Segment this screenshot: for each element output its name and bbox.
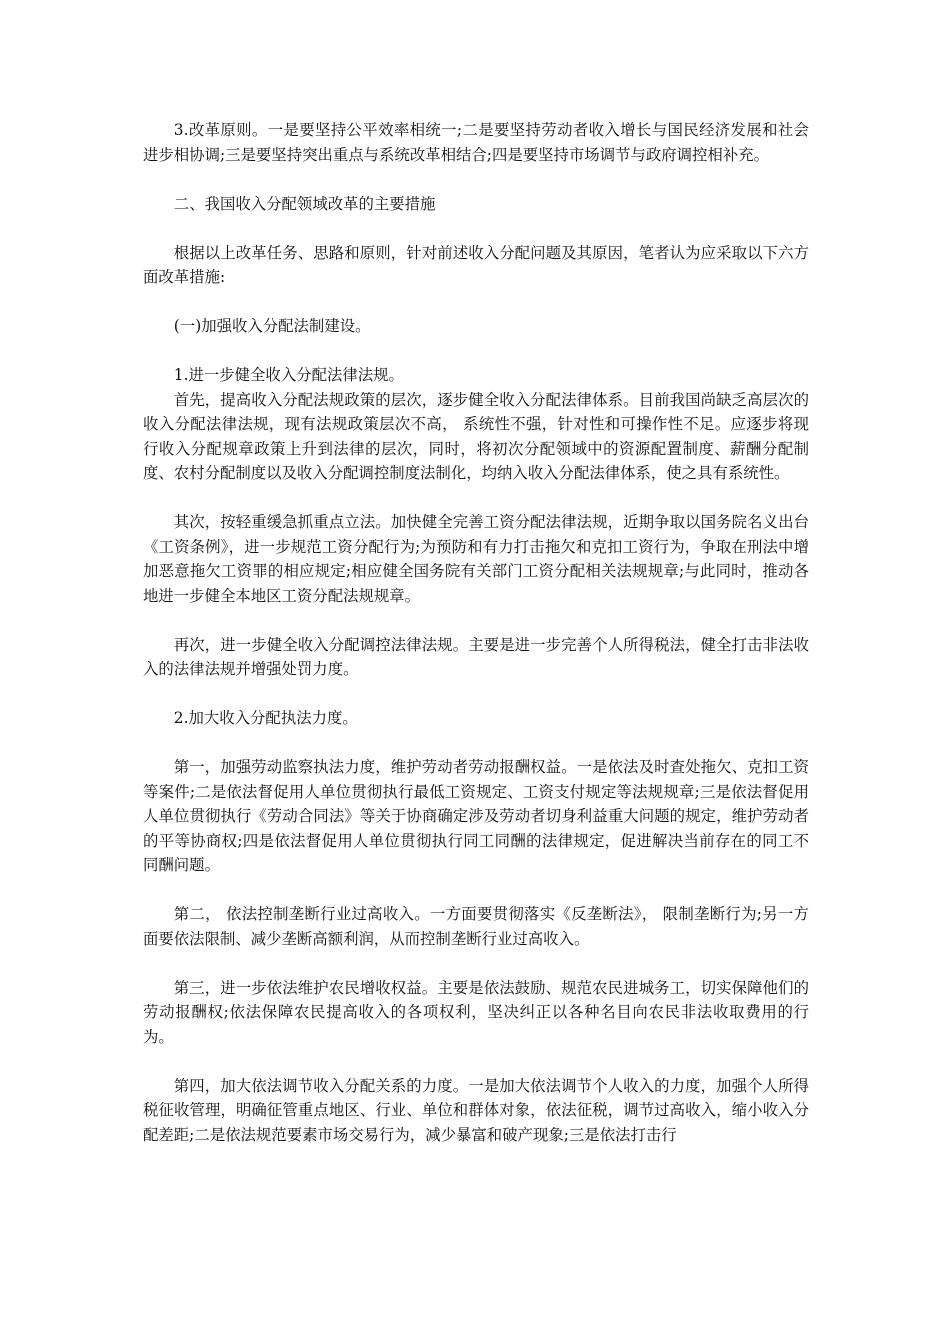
paragraph-reform-principles: 3.改革原则。一是要坚持公平效率相统一;二是要坚持劳动者收入增长与国民经济发展和社会进步相协调;三是要坚持突出重点与系统改革相结合;四是要坚持市场调节与政府调控相补充。 [143,121,809,164]
subheading-improve-laws: 1.进一步健全收入分配法律法规。 [173,366,404,384]
section-heading-main-measures: 二、我国收入分配领域改革的主要措施 [173,194,436,213]
paragraph-thirdly: 再次，进一步健全收入分配调控法律法规。主要是进一步完善个人所得税法，健全打击非法收入的法律法规并增强处罚力度。 [143,635,809,678]
paragraph-point-one: 第一，加强劳动监察执法力度，维护劳动者劳动报酬权益。一是依法及时查处拖欠、克扣工资等案件;二是依法督促用人单位贯彻执行最低工资规定、工资支付规定等法规规章;三是依法督促用人单位贯彻执行《劳动合同法》等关于协商确定涉及劳动者切身利益重大问题的规定，维护劳动者的平等协商权;四是依法督促用人单位贯彻执行同工同酬的法律规定，促进解决当前存在的同工不同酬问题。 [143,758,809,874]
paragraph-intro-six-measures: 根据以上改革任务、思路和原则，针对前述收入分配问题及其原因，笔者认为应采取以下六方面改革措施: [143,243,809,286]
paragraph-point-three: 第三，进一步依法维护农民增收权益。主要是依法鼓励、规范农民进城务工，切实保障他们的劳动报酬权;依法保障农民提高收入的各项权利，坚决纠正以各种名目向农民非法收取费用的行为。 [143,978,809,1046]
document-body [143,118,809,1147]
subheading-legal-construction: (一)加强收入分配法制建设。 [173,317,371,335]
paragraph-firstly: 首先，提高收入分配法规政策的层次，逐步健全收入分配法律体系。目前我国尚缺乏高层次的收入分配法律法规，现有法规政策层次不高， 系统性不强，针对性和可操作性不足。应逐步将现行收入分配规章政策上升到法律的层次，同时，将初次分配领域中的资源配置制度、薪酬分配制度、农村分配制度以及收入分配调控制度法制化，均纳入收入分配法律体系，使之具有系统性。 [143,390,809,482]
paragraph-secondly: 其次，按轻重缓急抓重点立法。加快健全完善工资分配法律法规，近期争取以国务院名义出台《工资条例》，进一步规范工资分配行为;为预防和有力打击拖欠和克扣工资行为，争取在刑法中增加恶意拖欠工资罪的相应规定;相应健全国务院有关部门工资分配相关法规规章;与此同时，推动各地进一步健全本地区工资分配法规规章。 [143,513,809,605]
paragraph-point-four: 第四，加大依法调节收入分配关系的力度。一是加大依法调节个人收入的力度，加强个人所得税征收管理，明确征管重点地区、行业、单位和群体对象，依法征税，调节过高收入，缩小收入分配差距;二是依法规范要素市场交易行为，减少暴富和破产现象;三是依法打击行 [143,1076,809,1144]
subheading-enforcement: 2.加大收入分配执法力度。 [173,709,358,727]
paragraph-point-two: 第二， 依法控制垄断行业过高收入。一方面要贯彻落实《反垄断法》， 限制垄断行为;另一方面要依法限制、减少垄断高额利润，从而控制垄断行业过高收入。 [143,905,809,948]
